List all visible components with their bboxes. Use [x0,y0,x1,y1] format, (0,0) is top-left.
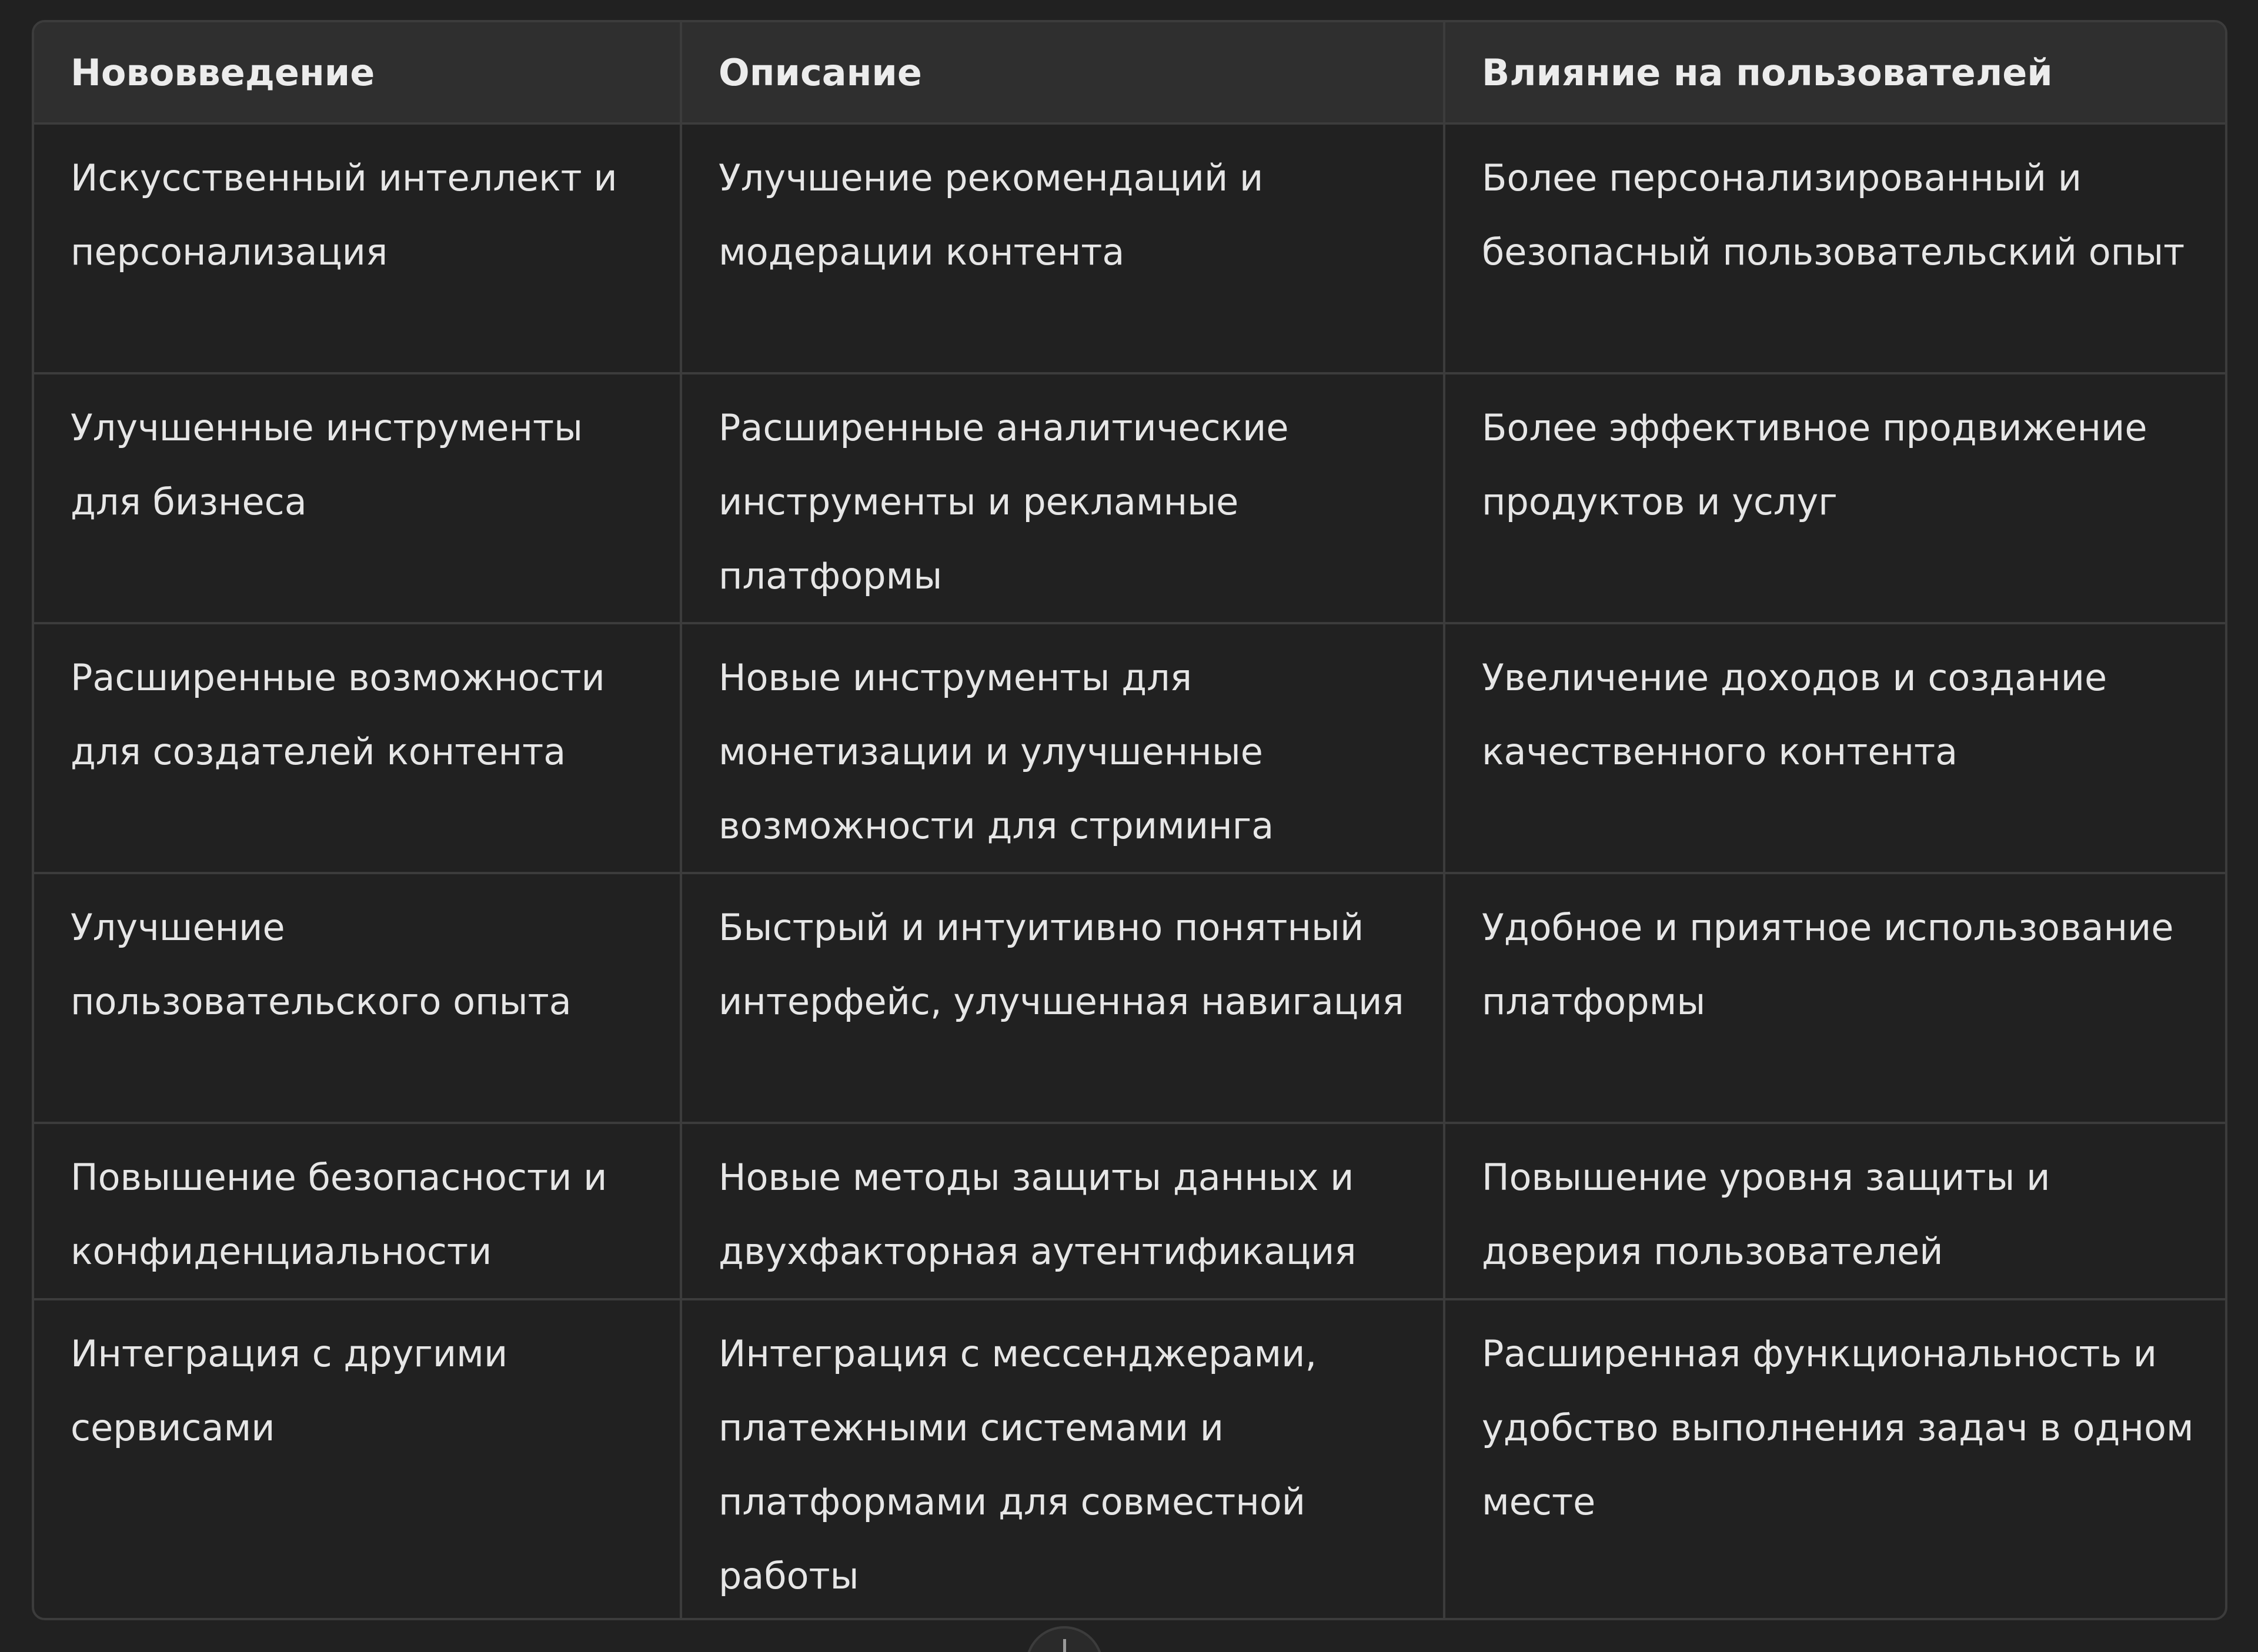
header-impact: Влияние на пользователей [1444,22,2225,123]
table-row [34,373,2225,623]
cell-description: Расширенные аналитические инструменты и рекламные платформы [681,373,1444,623]
scroll-down-button[interactable] [1026,1626,1103,1652]
table-row [34,1123,2225,1299]
table-row [34,123,2225,373]
header-innovation: Нововведение [34,22,681,123]
cell-description: Интеграция с мессенджерами, платежными системами и платформами для совместной работы [681,1299,1444,1618]
cell-impact: Увеличение доходов и создание качественного контента [1444,623,2225,873]
comparison-table [34,22,2225,1618]
arrow-down-icon [1063,1639,1066,1652]
cell-description: Новые методы защиты данных и двухфакторная аутентификация [681,1123,1444,1299]
cell-innovation: Расширенные возможности для создателей контента [34,623,681,873]
cell-impact: Более эффективное продвижение продуктов и услуг [1444,373,2225,623]
cell-innovation: Улучшенные инструменты для бизнеса [34,373,681,623]
cell-impact: Расширенная функциональность и удобство выполнения задач в одном месте [1482,1332,2194,1523]
comparison-table-container [32,20,2227,1620]
header-row [34,22,2225,123]
header-description: Описание [681,22,1444,123]
table-row [34,1299,2225,1618]
cell-impact: Повышение уровня защиты и доверия пользователей [1444,1123,2225,1299]
cell-innovation: Повышение безопасности и конфиденциальности [34,1123,681,1299]
cell-description: Быстрый и интуитивно понятный интерфейс, улучшенная навигация [681,873,1444,1123]
table-header [34,22,2225,123]
cell-impact: Более персонализированный и безопасный пользовательский опыт [1444,123,2225,373]
cell-impact: Удобное и приятное использование платформы [1444,873,2225,1123]
cell-description: Улучшение рекомендаций и модерации контента [681,123,1444,373]
table-row [34,623,2225,873]
table-row [34,873,2225,1123]
cell-innovation: Интеграция с другими сервисами [34,1299,681,1618]
cell-description: Новые инструменты для монетизации и улучшенные возможности для стриминга [681,623,1444,873]
cell-innovation: Искусственный интеллект и персонализация [34,123,681,373]
table-body [34,123,2225,1618]
cell-innovation: Улучшение пользовательского опыта [34,873,681,1123]
